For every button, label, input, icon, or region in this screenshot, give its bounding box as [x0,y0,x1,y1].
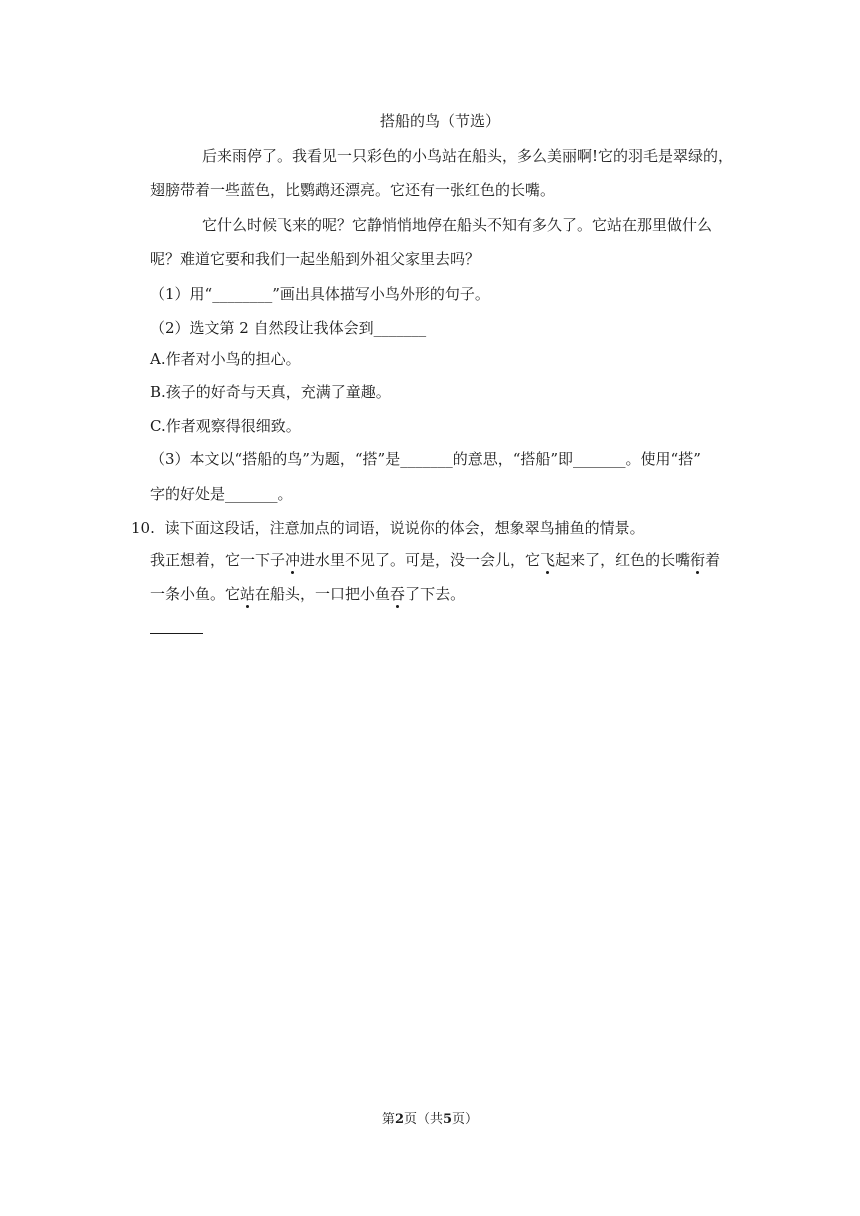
emphasis-word-fei: 飞 [540,551,556,569]
footer-page-number: 2 [394,1112,404,1127]
page-footer [0,1111,860,1129]
question-10-number: 10. [131,519,155,537]
q10-text: 进水里不见了。可是，没一会儿，它 [300,551,541,569]
footer-prefix: 第 [381,1112,395,1127]
question-2-option-b: B.孩子的好奇与天真，充满了童趣。 [150,383,391,401]
emphasis-word-chong: 冲 [285,551,301,569]
q10-text: 我正想着，它一下子 [150,551,286,569]
passage-p2-line1: 它什么时候飞来的呢？它静悄悄地停在船头不知有多久了。它站在那里做什么 [202,216,713,234]
question-2-option-a: A.作者对小鸟的担心。 [150,350,301,368]
emphasis-word-zhan: 站 [240,585,256,603]
question-2: （2）选文第 2 自然段让我体会到_______ [150,319,427,337]
footer-middle: 页（共 [403,1112,443,1127]
passage-p1-line2: 翅膀带着一些蓝色，比鹦鹉还漂亮。它还有一张红色的长嘴。 [150,181,556,199]
question-10-passage-line1 [150,550,720,570]
footer-suffix: 页） [452,1112,479,1127]
passage-p1-line1: 后来雨停了。我看见一只彩色的小鸟站在船头，多么美丽啊!它的羽毛是翠绿的， [202,147,734,165]
q10-text: 一条小鱼。它 [150,585,241,603]
question-10-passage-line2 [150,584,465,604]
question-10-prompt: 读下面这段话，注意加点的词语，说说你的体会，想象翠鸟捕鱼的情景。 [164,519,645,537]
passage-title: 搭船的鸟（节选） [380,112,501,130]
q10-text: 起来了，红色的长嘴 [555,551,691,569]
footer-total-pages: 5 [443,1112,453,1127]
passage-p2-line2: 呢？难道它要和我们一起坐船到外祖父家里去吗？ [150,250,481,268]
question-3-line1: （3）本文以“搭船的鸟”为题，“搭”是_______的意思，“搭船”即_______。使用“搭” [150,450,701,468]
emphasis-word-xian: 衔 [690,551,706,569]
emphasis-word-tun: 吞 [390,585,406,603]
question-10-header [131,518,645,538]
question-3-line2: 字的好处是_______。 [150,485,293,503]
q10-text: 了下去。 [405,585,466,603]
answer-blank-line [150,633,203,634]
q10-text: 在船头，一口把小鱼 [255,585,391,603]
question-1: （1）用“________”画出具体描写小鸟外形的句子。 [150,285,490,303]
question-2-option-c: C.作者观察得很细致。 [150,417,301,435]
q10-text: 着 [705,551,721,569]
